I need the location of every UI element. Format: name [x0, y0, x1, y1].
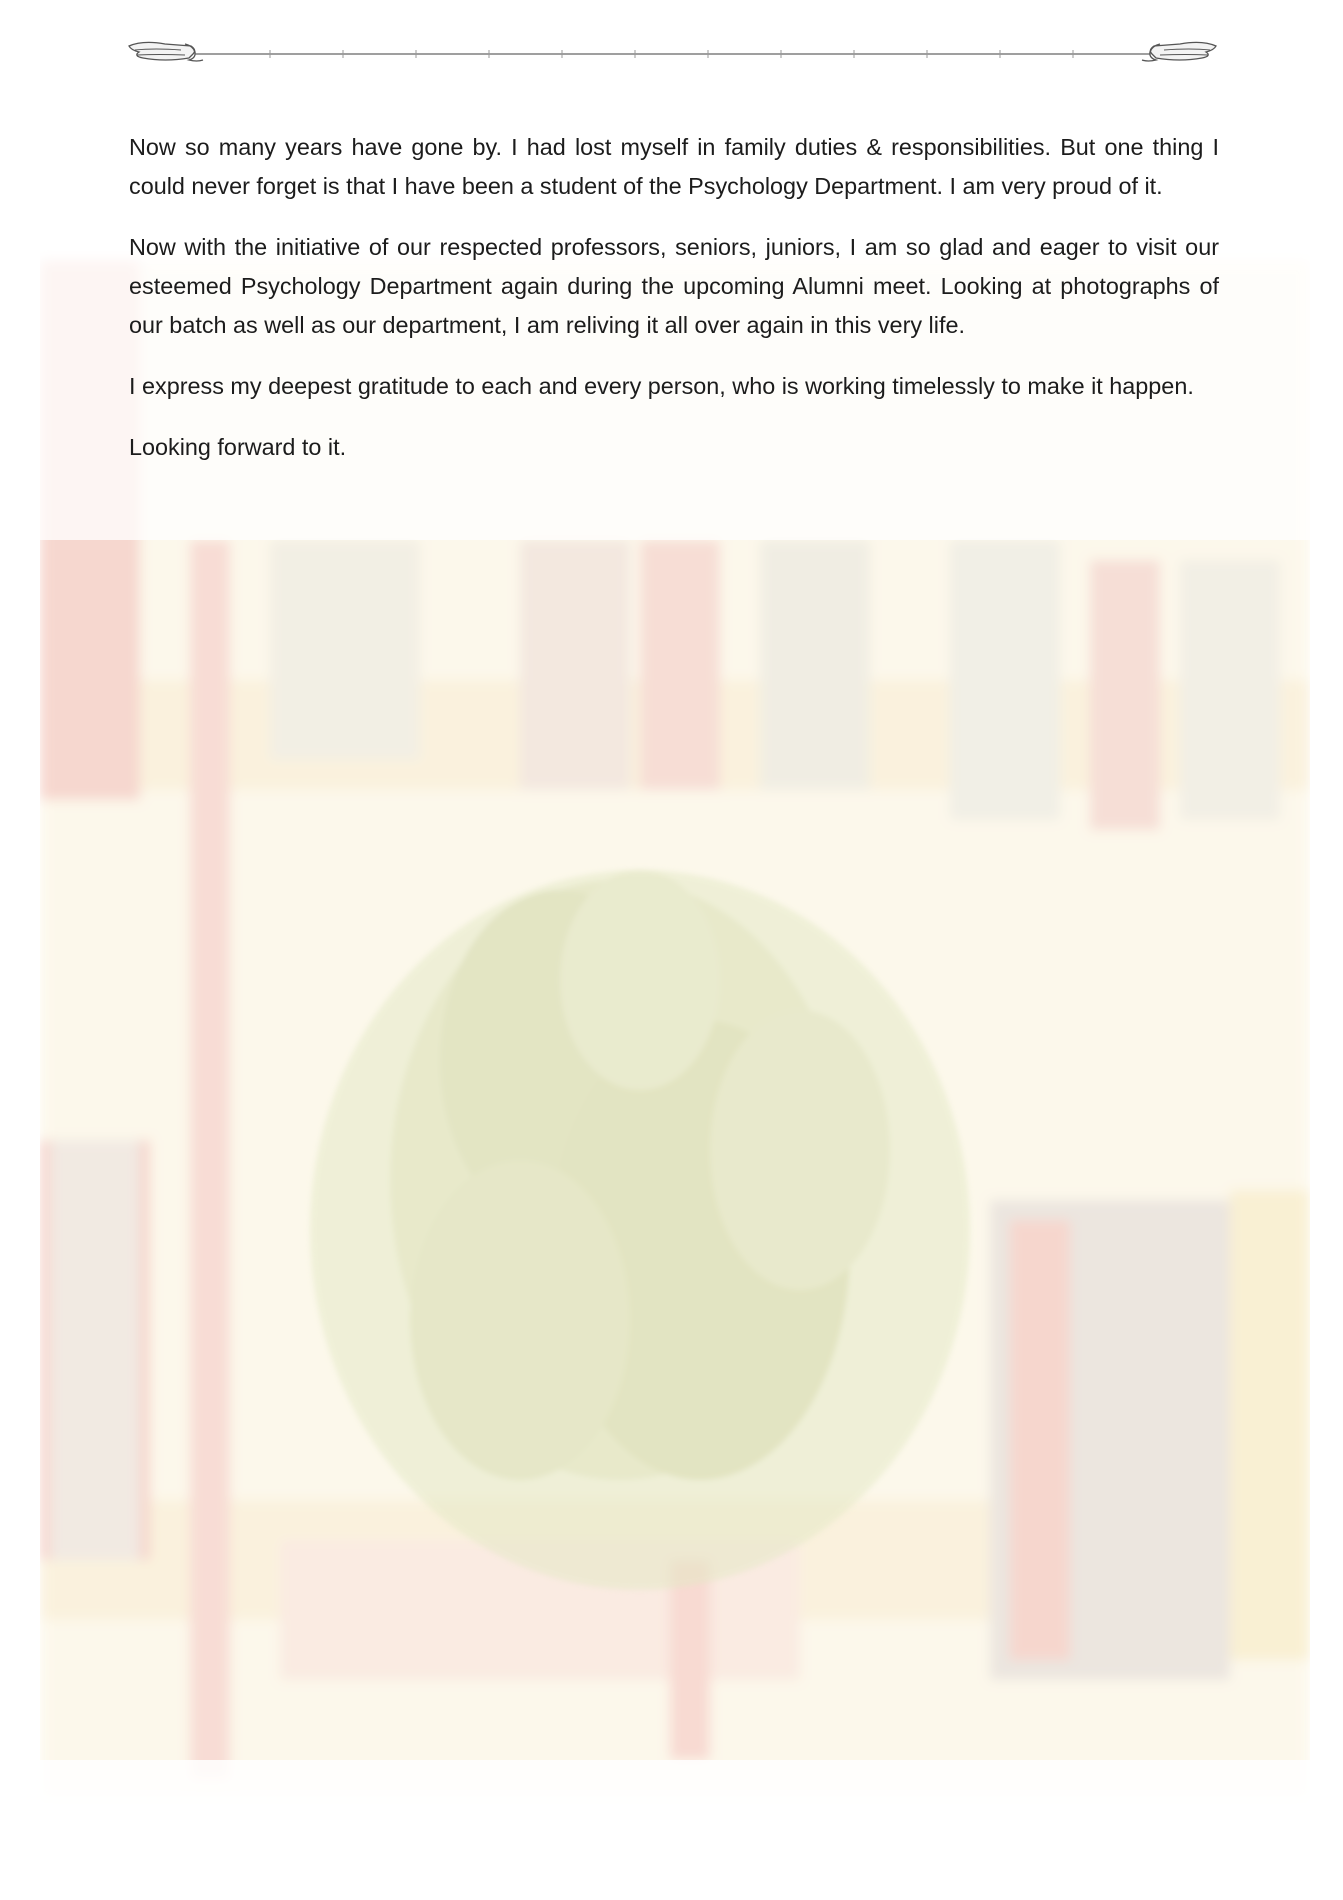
letter-body — [129, 128, 1219, 489]
header-divider — [125, 36, 1220, 68]
paragraph: Now with the initiative of our respected professors, seniors, juniors, I am so glad and eager to visit our esteemed Psychology Department again during the upcoming Alumni meet. Looking at photographs of our batch as well as our department, I am reliving it all over again in this very life. — [129, 234, 1219, 338]
paragraph: Now so many years have gone by. I had lost myself in family duties & responsibilities. But one thing I could never forget is that I have been a student of the Psychology Department. I am very proud of it. — [129, 134, 1219, 199]
scroll-ribbon-icon — [1142, 42, 1216, 61]
paragraph: I express my deepest gratitude to each and every person, who is working timelessly to make it happen. — [129, 373, 1194, 399]
scroll-ribbon-icon — [129, 42, 203, 61]
paragraph: Looking forward to it. — [129, 434, 347, 460]
